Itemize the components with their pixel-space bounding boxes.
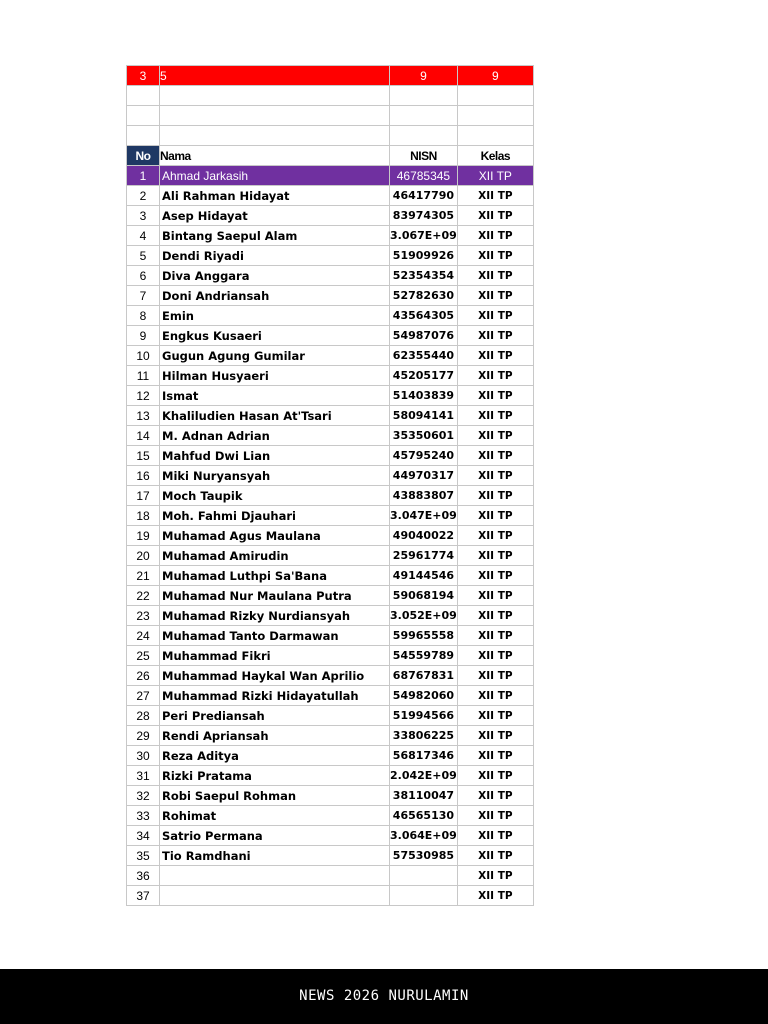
kelas-cell[interactable]: XII TP [457,866,533,886]
kelas-cell[interactable]: XII TP [457,786,533,806]
row-number-cell[interactable]: 13 [127,406,160,426]
table-row [127,526,534,546]
row-number-cell[interactable]: 7 [127,286,160,306]
table-row [127,466,534,486]
name-cell[interactable]: Hilman Husyaeri [160,366,390,386]
name-cell[interactable]: Muhamad Luthpi Sa'Bana [160,566,390,586]
row-number-cell[interactable]: 17 [127,486,160,506]
name-cell[interactable]: Muhamad Nur Maulana Putra [160,586,390,606]
table-row [127,246,534,266]
nisn-cell[interactable]: 45795240 [390,446,458,466]
top-marker-row [127,66,534,86]
nisn-cell[interactable]: 59068194 [390,586,458,606]
table-row [127,486,534,506]
table-row [127,266,534,286]
row-number-cell[interactable]: 37 [127,886,160,906]
table-row [127,646,534,666]
kelas-cell[interactable]: XII TP [457,346,533,366]
kelas-cell[interactable]: XII TP [457,846,533,866]
name-cell[interactable]: Bintang Saepul Alam [160,226,390,246]
footer-banner: NEWS 2026 NURULAMIN [0,969,768,1024]
nisn-cell[interactable]: 3.064E+09 [390,826,458,846]
row-number-cell[interactable]: 36 [127,866,160,886]
empty-cell[interactable] [127,106,160,126]
nisn-cell[interactable] [390,866,458,886]
kelas-cell[interactable]: XII TP [457,666,533,686]
top-cell-1[interactable]: 3 [127,66,160,86]
kelas-cell[interactable]: XII TP [457,646,533,666]
kelas-cell[interactable]: XII TP [457,366,533,386]
kelas-cell[interactable]: XII TP [457,606,533,626]
name-cell[interactable]: Tio Ramdhani [160,846,390,866]
kelas-cell[interactable]: XII TP [457,486,533,506]
nisn-cell[interactable]: 56817346 [390,746,458,766]
table-row [127,806,534,826]
row-number-cell[interactable]: 16 [127,466,160,486]
top-cell-3[interactable]: 9 [390,66,458,86]
row-number-cell[interactable]: 35 [127,846,160,866]
empty-cell[interactable] [160,86,390,106]
table-row [127,886,534,906]
kelas-cell[interactable]: XII TP [457,386,533,406]
empty-cell[interactable] [160,106,390,126]
table-row [127,626,534,646]
row-number-cell[interactable]: 1 [127,166,160,186]
nisn-cell[interactable]: 3.067E+09 [390,226,458,246]
empty-cell[interactable] [390,106,458,126]
name-cell[interactable]: Robi Saepul Rohman [160,786,390,806]
kelas-cell[interactable]: XII TP [457,746,533,766]
row-number-cell[interactable]: 3 [127,206,160,226]
kelas-cell[interactable]: XII TP [457,246,533,266]
kelas-cell[interactable]: XII TP [457,326,533,346]
kelas-cell[interactable]: XII TP [457,546,533,566]
kelas-cell[interactable]: XII TP [457,186,533,206]
name-cell[interactable] [160,886,390,906]
table-row [127,346,534,366]
row-number-cell[interactable]: 27 [127,686,160,706]
nisn-cell[interactable]: 62355440 [390,346,458,366]
nisn-cell[interactable]: 2.042E+09 [390,766,458,786]
name-cell[interactable]: Muhamad Tanto Darmawan [160,626,390,646]
blank-row [127,106,534,126]
row-number-cell[interactable]: 6 [127,266,160,286]
blank-row [127,126,534,146]
nisn-cell[interactable] [390,886,458,906]
nisn-cell[interactable]: 51994566 [390,706,458,726]
name-cell[interactable]: M. Adnan Adrian [160,426,390,446]
table-row [127,226,534,246]
kelas-cell[interactable]: XII TP [457,566,533,586]
nisn-cell[interactable]: 38110047 [390,786,458,806]
row-number-cell[interactable]: 33 [127,806,160,826]
name-cell[interactable]: Diva Anggara [160,266,390,286]
header-nama[interactable]: Nama [160,146,390,166]
kelas-cell[interactable]: XII TP [457,286,533,306]
kelas-cell[interactable]: XII TP [457,166,533,186]
kelas-cell[interactable]: XII TP [457,406,533,426]
row-number-cell[interactable]: 34 [127,826,160,846]
name-cell[interactable]: Rohimat [160,806,390,826]
kelas-cell[interactable]: XII TP [457,686,533,706]
table-row [127,866,534,886]
empty-cell[interactable] [390,86,458,106]
row-number-cell[interactable]: 22 [127,586,160,606]
kelas-cell[interactable]: XII TP [457,586,533,606]
header-nisn[interactable]: NISN [390,146,458,166]
row-number-cell[interactable]: 5 [127,246,160,266]
student-table [126,65,534,906]
kelas-cell[interactable]: XII TP [457,726,533,746]
name-cell[interactable]: Muhammad Haykal Wan Aprilio [160,666,390,686]
table-row [127,506,534,526]
kelas-cell[interactable]: XII TP [457,766,533,786]
top-cell-4[interactable]: 9 [457,66,533,86]
row-number-cell[interactable]: 26 [127,666,160,686]
kelas-cell[interactable]: XII TP [457,206,533,226]
name-cell[interactable]: Muhammad Rizki Hidayatullah [160,686,390,706]
nisn-cell[interactable]: 54982060 [390,686,458,706]
table-row [127,666,534,686]
empty-cell[interactable] [457,126,533,146]
kelas-cell[interactable]: XII TP [457,886,533,906]
name-cell[interactable]: Rendi Apriansah [160,726,390,746]
nisn-cell[interactable]: 68767831 [390,666,458,686]
nisn-cell[interactable]: 43883807 [390,486,458,506]
row-number-cell[interactable]: 21 [127,566,160,586]
row-number-cell[interactable]: 29 [127,726,160,746]
empty-cell[interactable] [457,86,533,106]
table-row [127,426,534,446]
kelas-cell[interactable]: XII TP [457,306,533,326]
name-cell[interactable]: Reza Aditya [160,746,390,766]
name-cell[interactable]: Satrio Permana [160,826,390,846]
name-cell[interactable]: Miki Nuryansyah [160,466,390,486]
table-row [127,586,534,606]
nisn-cell[interactable]: 46565130 [390,806,458,826]
table-row [127,446,534,466]
empty-cell[interactable] [127,126,160,146]
nisn-cell[interactable]: 44970317 [390,466,458,486]
kelas-cell[interactable]: XII TP [457,526,533,546]
name-cell[interactable]: Peri Prediansah [160,706,390,726]
header-row [127,146,534,166]
row-number-cell[interactable]: 15 [127,446,160,466]
name-cell[interactable]: Muhamad Rizky Nurdiansyah [160,606,390,626]
kelas-cell[interactable]: XII TP [457,706,533,726]
name-cell[interactable]: Khaliludien Hasan At'Tsari [160,406,390,426]
name-cell[interactable]: Ahmad Jarkasih [160,166,390,186]
nisn-cell[interactable]: 3.047E+09 [390,506,458,526]
row-number-cell[interactable]: 24 [127,626,160,646]
blank-row [127,86,534,106]
row-number-cell[interactable]: 23 [127,606,160,626]
table-row [127,726,534,746]
name-cell[interactable]: Dendi Riyadi [160,246,390,266]
table-row [127,566,534,586]
table-row [127,326,534,346]
row-number-cell[interactable]: 14 [127,426,160,446]
table-row [127,846,534,866]
row-number-cell[interactable]: 10 [127,346,160,366]
name-cell[interactable] [160,866,390,886]
table-row [127,366,534,386]
nisn-cell[interactable]: 83974305 [390,206,458,226]
name-cell[interactable]: Engkus Kusaeri [160,326,390,346]
table-row [127,706,534,726]
name-cell[interactable]: Gugun Agung Gumilar [160,346,390,366]
nisn-cell[interactable]: 43564305 [390,306,458,326]
row-number-cell[interactable]: 9 [127,326,160,346]
kelas-cell[interactable]: XII TP [457,426,533,446]
name-cell[interactable]: Moch Taupik [160,486,390,506]
row-number-cell[interactable]: 4 [127,226,160,246]
name-cell[interactable]: Muhamad Agus Maulana [160,526,390,546]
row-number-cell[interactable]: 8 [127,306,160,326]
table-row [127,286,534,306]
kelas-cell[interactable]: XII TP [457,266,533,286]
nisn-cell[interactable]: 35350601 [390,426,458,446]
name-cell[interactable]: Mahfud Dwi Lian [160,446,390,466]
table-row [127,686,534,706]
name-cell[interactable]: Ismat [160,386,390,406]
kelas-cell[interactable]: XII TP [457,226,533,246]
nisn-cell[interactable]: 3.052E+09 [390,606,458,626]
nisn-cell[interactable]: 49144546 [390,566,458,586]
nisn-cell[interactable]: 52354354 [390,266,458,286]
nisn-cell[interactable]: 51909926 [390,246,458,266]
table-row [127,386,534,406]
name-cell[interactable]: Doni Andriansah [160,286,390,306]
row-number-cell[interactable]: 18 [127,506,160,526]
empty-cell[interactable] [457,106,533,126]
nisn-cell[interactable]: 49040022 [390,526,458,546]
table-row [127,746,534,766]
table-row [127,786,534,806]
row-number-cell[interactable]: 19 [127,526,160,546]
nisn-cell[interactable]: 54987076 [390,326,458,346]
row-number-cell[interactable]: 12 [127,386,160,406]
empty-cell[interactable] [127,86,160,106]
nisn-cell[interactable]: 33806225 [390,726,458,746]
row-number-cell[interactable]: 20 [127,546,160,566]
kelas-cell[interactable]: XII TP [457,626,533,646]
row-number-cell[interactable]: 30 [127,746,160,766]
name-cell[interactable]: Ali Rahman Hidayat [160,186,390,206]
name-cell[interactable]: Muhammad Fikri [160,646,390,666]
table-row [127,606,534,626]
nisn-cell[interactable]: 52782630 [390,286,458,306]
nisn-cell[interactable]: 57530985 [390,846,458,866]
empty-cell[interactable] [160,126,390,146]
name-cell[interactable]: Asep Hidayat [160,206,390,226]
nisn-cell[interactable]: 46417790 [390,186,458,206]
kelas-cell[interactable]: XII TP [457,826,533,846]
table-row [127,166,534,186]
nisn-cell[interactable]: 25961774 [390,546,458,566]
table-row [127,306,534,326]
top-cell-2[interactable]: 5 [160,66,390,86]
table-row [127,546,534,566]
nisn-cell[interactable]: 46785345 [390,166,458,186]
header-no[interactable]: No [127,146,160,166]
table-row [127,766,534,786]
header-kelas[interactable]: Kelas [457,146,533,166]
nisn-cell[interactable]: 54559789 [390,646,458,666]
row-number-cell[interactable]: 25 [127,646,160,666]
kelas-cell[interactable]: XII TP [457,446,533,466]
nisn-cell[interactable]: 45205177 [390,366,458,386]
name-cell[interactable]: Rizki Pratama [160,766,390,786]
kelas-cell[interactable]: XII TP [457,506,533,526]
row-number-cell[interactable]: 32 [127,786,160,806]
name-cell[interactable]: Muhamad Amirudin [160,546,390,566]
row-number-cell[interactable]: 11 [127,366,160,386]
table-row [127,206,534,226]
row-number-cell[interactable]: 28 [127,706,160,726]
nisn-cell[interactable]: 51403839 [390,386,458,406]
table-row [127,186,534,206]
row-number-cell[interactable]: 2 [127,186,160,206]
row-number-cell[interactable]: 31 [127,766,160,786]
kelas-cell[interactable]: XII TP [457,806,533,826]
empty-cell[interactable] [390,126,458,146]
nisn-cell[interactable]: 58094141 [390,406,458,426]
name-cell[interactable]: Moh. Fahmi Djauhari [160,506,390,526]
name-cell[interactable]: Emin [160,306,390,326]
table-row [127,826,534,846]
nisn-cell[interactable]: 59965558 [390,626,458,646]
kelas-cell[interactable]: XII TP [457,466,533,486]
table-row [127,406,534,426]
